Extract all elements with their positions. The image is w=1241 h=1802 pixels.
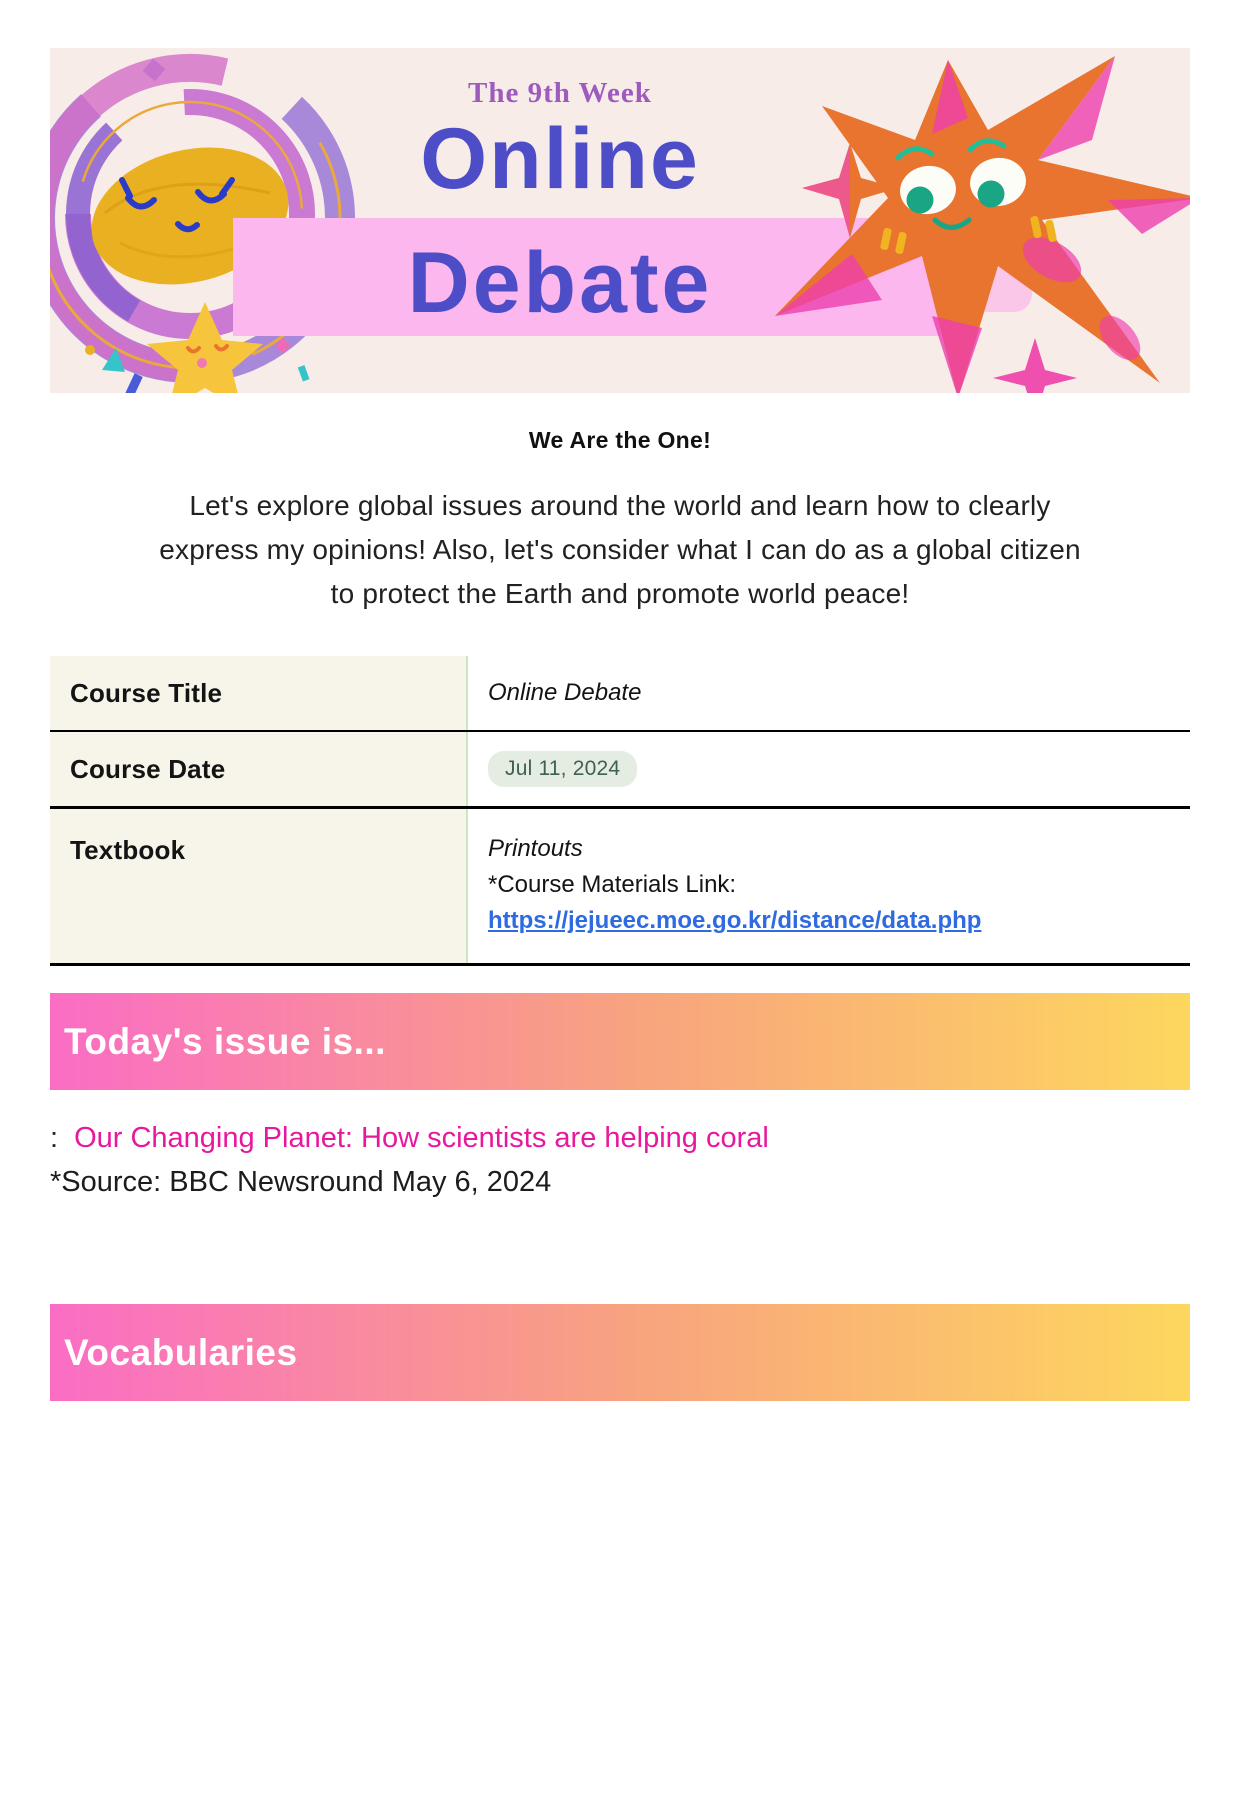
intro-heading: We Are the One! bbox=[528, 427, 712, 453]
course-date-value bbox=[468, 732, 1190, 806]
table-row-course-date bbox=[50, 732, 1190, 809]
todays-issue-banner bbox=[50, 993, 1190, 1090]
todays-issue-heading: Today's issue is... bbox=[64, 1020, 386, 1062]
course-title-text: Online Debate bbox=[488, 679, 642, 706]
date-badge: Jul 11, 2024 bbox=[488, 751, 637, 787]
course-title-label: Course Title bbox=[50, 656, 468, 730]
hero-banner-image bbox=[50, 48, 1190, 393]
vocabularies-banner bbox=[50, 1304, 1190, 1401]
vocabularies-heading: Vocabularies bbox=[64, 1331, 298, 1373]
table-row-textbook bbox=[50, 809, 1190, 963]
intro-paragraph-line-3: to protect the Earth and promote world peace! bbox=[330, 578, 910, 609]
table-row-course-title bbox=[50, 656, 1190, 732]
source-line: *Source: BBC Newsround May 6, 2024 bbox=[50, 1166, 552, 1198]
issue-prefix: : bbox=[50, 1122, 59, 1154]
hero-eyebrow: The 9th Week bbox=[468, 77, 652, 109]
intro-paragraph-line-1: Let's explore global issues around the world and learn how to clearly bbox=[189, 490, 1051, 521]
issue-title: Our Changing Planet: How scientists are helping coral bbox=[74, 1122, 769, 1154]
course-date-label: Course Date bbox=[50, 732, 468, 806]
textbook-value bbox=[468, 809, 1190, 963]
intro-paragraph bbox=[50, 484, 1190, 616]
textbook-line-printouts: Printouts bbox=[488, 835, 583, 862]
page-content bbox=[50, 48, 1190, 1401]
intro-paragraph-line-2: express my opinions! Also, let's consider what I can do as a global citizen bbox=[159, 534, 1081, 565]
course-info-table bbox=[50, 656, 1190, 966]
textbook-label: Textbook bbox=[50, 809, 468, 963]
issue-line bbox=[50, 1116, 1190, 1160]
course-title-value bbox=[468, 656, 1190, 730]
hero-title-line2: Debate bbox=[407, 235, 713, 331]
textbook-line-materials: *Course Materials Link: bbox=[488, 871, 737, 898]
hero-title-line1: Online bbox=[420, 111, 700, 207]
course-materials-link[interactable]: https://jejueec.moe.go.kr/distance/data.php bbox=[488, 907, 982, 934]
